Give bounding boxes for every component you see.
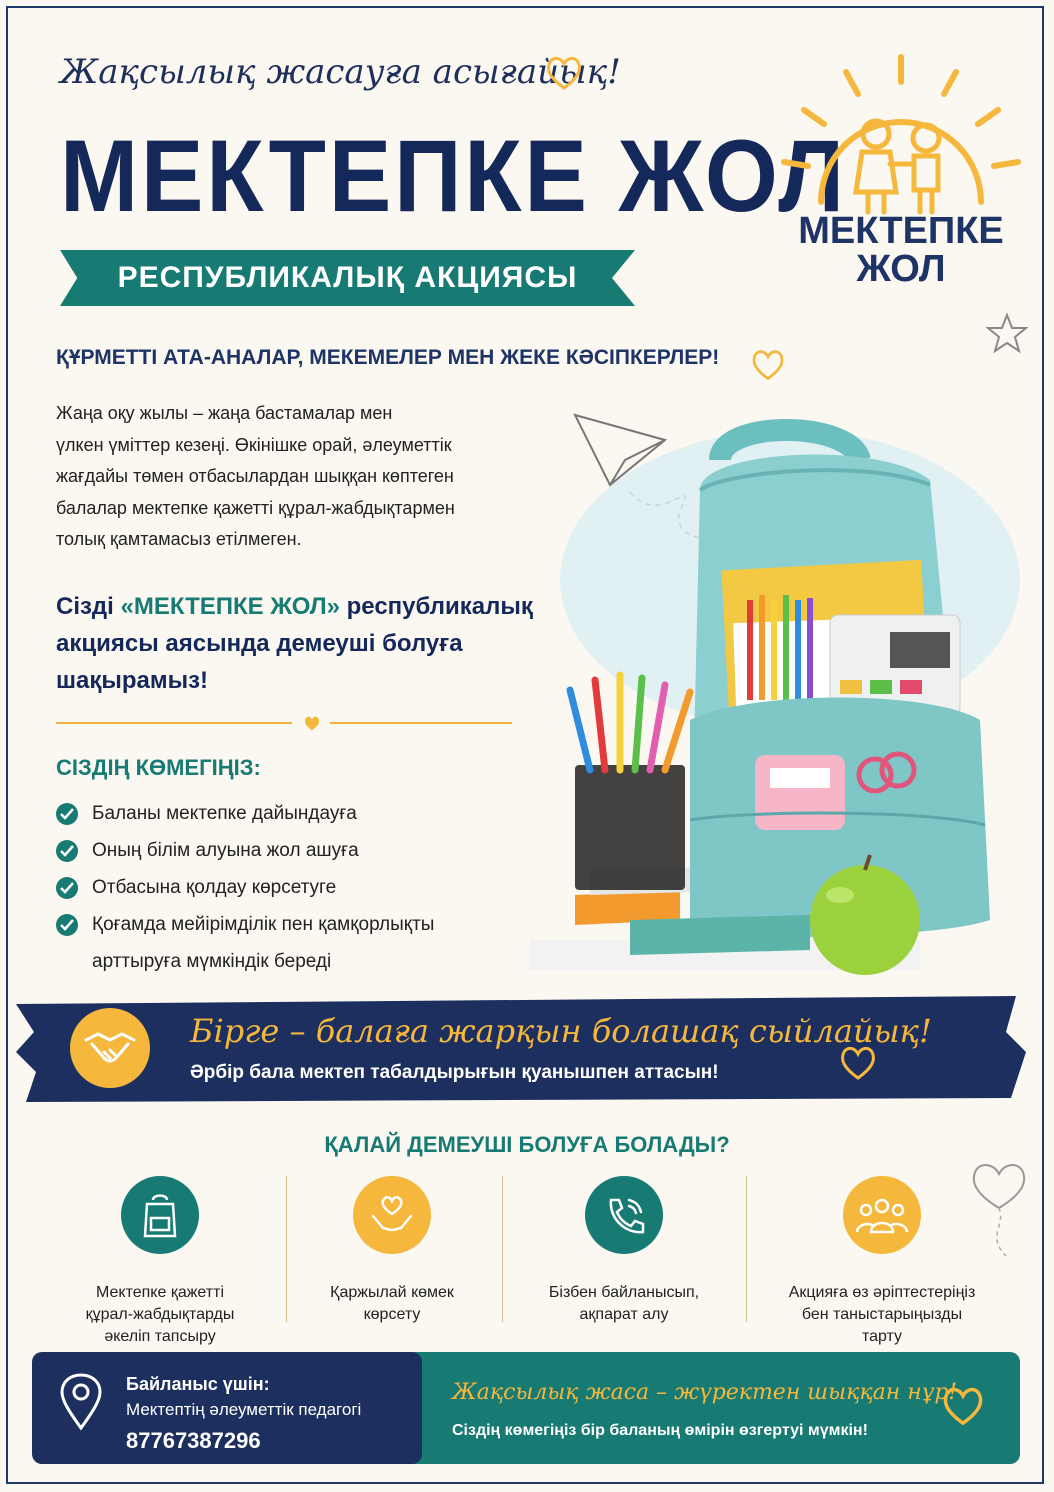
footer-motto-panel	[410, 1352, 1020, 1464]
footer-subtext: Сіздің көмегіңіз бір баланың өмірін өзгертуі мүмкін!	[452, 1422, 868, 1439]
people-icon	[843, 1176, 921, 1254]
intro-line: толық қамтамасыз етілмеген.	[56, 529, 302, 549]
list-item: Баланы мектепке дайындауға	[56, 795, 526, 832]
feature-label: Акцияға өз әріптестеріңіз бен таныстарыңызды тарту	[788, 1284, 976, 1345]
check-icon	[56, 803, 78, 825]
check-icon	[56, 914, 78, 936]
sponsor-option-financial	[272, 1176, 512, 1326]
contact-phone[interactable]: 87767387296	[126, 1428, 261, 1453]
heart-outline-icon	[938, 1380, 988, 1430]
star-icon	[986, 312, 1028, 354]
divider	[330, 722, 512, 724]
phone-icon	[585, 1176, 663, 1254]
column-separator	[746, 1176, 747, 1322]
intro-line: балалар мектепке қажетті құрал-жабдықтармен	[56, 497, 455, 518]
tagline: Жақсылық жасауға асығайық!	[60, 52, 621, 92]
sponsor-option-supplies	[40, 1176, 280, 1348]
backpack-icon	[121, 1176, 199, 1254]
heart-icon	[302, 713, 322, 733]
intro-paragraph	[56, 398, 526, 556]
handshake-icon	[84, 1026, 136, 1070]
sun-kids-logo-icon	[776, 52, 1026, 222]
check-icon	[56, 840, 78, 862]
hands-heart-icon	[353, 1176, 431, 1254]
feature-label: Бізбен байланысып, ақпарат алу	[548, 1284, 700, 1323]
intro-line: жағдайы төмен отбасылардан шыққан көптеген	[56, 466, 454, 486]
handshake-badge	[70, 1008, 150, 1088]
heart-icon	[542, 50, 586, 94]
contact-label: Байланыс үшін:	[126, 1374, 270, 1394]
backpack-illustration	[530, 400, 1030, 980]
list-item: Отбасына қолдау көрсетуге	[56, 869, 526, 906]
list-item: Қоғамда мейірімділік пен қамқорлықты арттыруға мүмкіндік береді	[56, 906, 526, 980]
intro-line: Жаңа оқу жылы – жаңа бастамалар мен	[56, 403, 393, 423]
invitation-line: акциясы аясында демеуші болуға	[56, 630, 463, 657]
list-item: Оның білім алуына жол ашуға	[56, 832, 526, 869]
sponsor-option-contact	[504, 1176, 744, 1326]
footer-slogan: Жақсылық жаса – жүректен шыққан нұр!	[452, 1380, 958, 1405]
intro-line: үлкен үміттер кезеңі. Өкінішке орай, әлеуметтік	[56, 434, 452, 455]
feature-label: Мектепке қажетті құрал-жабдықтарды әкеліп тапсыру	[85, 1284, 235, 1345]
logo-line-2: ЖОЛ	[856, 248, 946, 290]
heart-outline-icon	[748, 344, 788, 384]
divider	[56, 722, 292, 724]
campaign-name-highlight: «МЕКТЕПКЕ ЖОЛ»	[120, 593, 340, 620]
page-subtitle: РЕСПУБЛИКАЛЫҚ АКЦИЯСЫ	[117, 261, 578, 294]
how-heading: ҚАЛАЙ ДЕМЕУШІ БОЛУҒА БОЛАДЫ?	[324, 1132, 730, 1157]
invitation-line: шақырамыз!	[56, 667, 209, 694]
banner-subtext: Әрбір бала мектеп табалдырығын қуанышпен аттасын!	[190, 1062, 719, 1083]
feature-label: Қаржылай көмек көрсету	[330, 1284, 454, 1323]
contact-role: Мектептің әлеуметтік педагогі	[126, 1400, 362, 1419]
location-pin-icon	[58, 1372, 104, 1432]
greeting-heading: ҚҰРМЕТТІ АТА-АНАЛАР, МЕКЕМЕЛЕР МЕН ЖЕКЕ КӘСІПКЕРЛЕР!	[56, 346, 720, 369]
page-title: МЕКТЕПКЕ ЖОЛ	[60, 119, 847, 233]
column-separator	[502, 1176, 503, 1322]
check-icon	[56, 877, 78, 899]
help-heading: СІЗДІҢ КӨМЕГІҢІЗ:	[56, 755, 261, 780]
invitation-line: Сізді «МЕКТЕПКЕ ЖОЛ» республикалық	[56, 593, 533, 620]
logo-line-1: МЕКТЕПКЕ	[798, 210, 1004, 252]
logo-text	[786, 212, 1016, 288]
banner-slogan: Бірге – балаға жарқын болашақ сыйлайық!	[190, 1012, 932, 1050]
sponsor-option-invite	[762, 1176, 1002, 1348]
heart-outline-icon	[836, 1040, 880, 1084]
help-list	[56, 795, 526, 980]
invitation-text	[56, 588, 576, 699]
